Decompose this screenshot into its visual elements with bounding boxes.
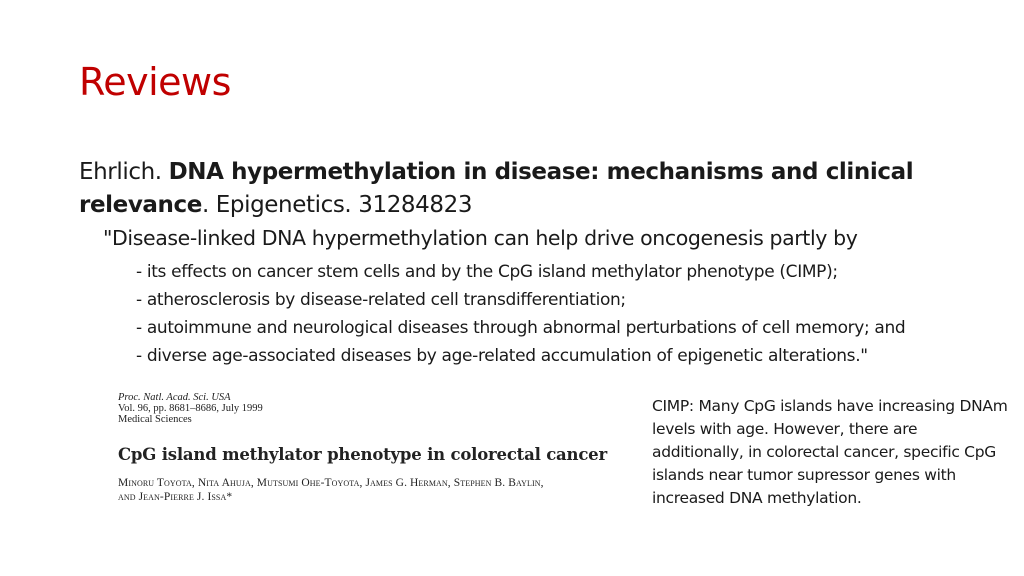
quote-lead: "Disease-linked DNA hypermethylation can help drive oncogenesis partly by	[103, 226, 858, 250]
paper-volume: Vol. 96, pp. 8681–8686, July 1999	[118, 403, 263, 414]
paper-header-image	[118, 392, 643, 504]
list-item: - diverse age-associated diseases by age-related accumulation of epigenetic alterations."	[136, 346, 868, 366]
citation-article-title: DNA hypermethylation in disease: mechanisms and clinical relevance	[79, 159, 914, 218]
cimp-note: CIMP: Many CpG islands have increasing DNAm levels with age. However, there are additionally, in colorectal cancer, specific CpG islands near tumor supressor genes with increased DNA methylation.	[652, 397, 1008, 507]
quote-list	[136, 260, 905, 372]
paper-authors-line2: and Jean-Pierre J. Issa*	[118, 491, 233, 503]
citation-journal: . Epigenetics. 31284823	[201, 192, 473, 218]
paper-section: Medical Sciences	[118, 414, 192, 425]
paper-title: CpG island methylator phenotype in colorectal cancer	[118, 445, 607, 464]
paper-journal: Proc. Natl. Acad. Sci. USA	[118, 392, 231, 403]
paper-authors-line1: Minoru Toyota, Nita Ahuja, Mutsumi Ohe-Toyota, James G. Herman, Stephen B. Baylin,	[118, 477, 544, 489]
list-item: - its effects on cancer stem cells and by the CpG island methylator phenotype (CIMP);	[136, 262, 838, 282]
slide-title: Reviews	[79, 60, 231, 104]
citation-author: Ehrlich.	[79, 159, 169, 185]
list-item: - autoimmune and neurological diseases through abnormal perturbations of cell memory; and	[136, 318, 906, 338]
review-citation	[79, 156, 939, 222]
list-item: - atherosclerosis by disease-related cell transdifferentiation;	[136, 290, 626, 310]
paper-authors	[118, 476, 643, 504]
